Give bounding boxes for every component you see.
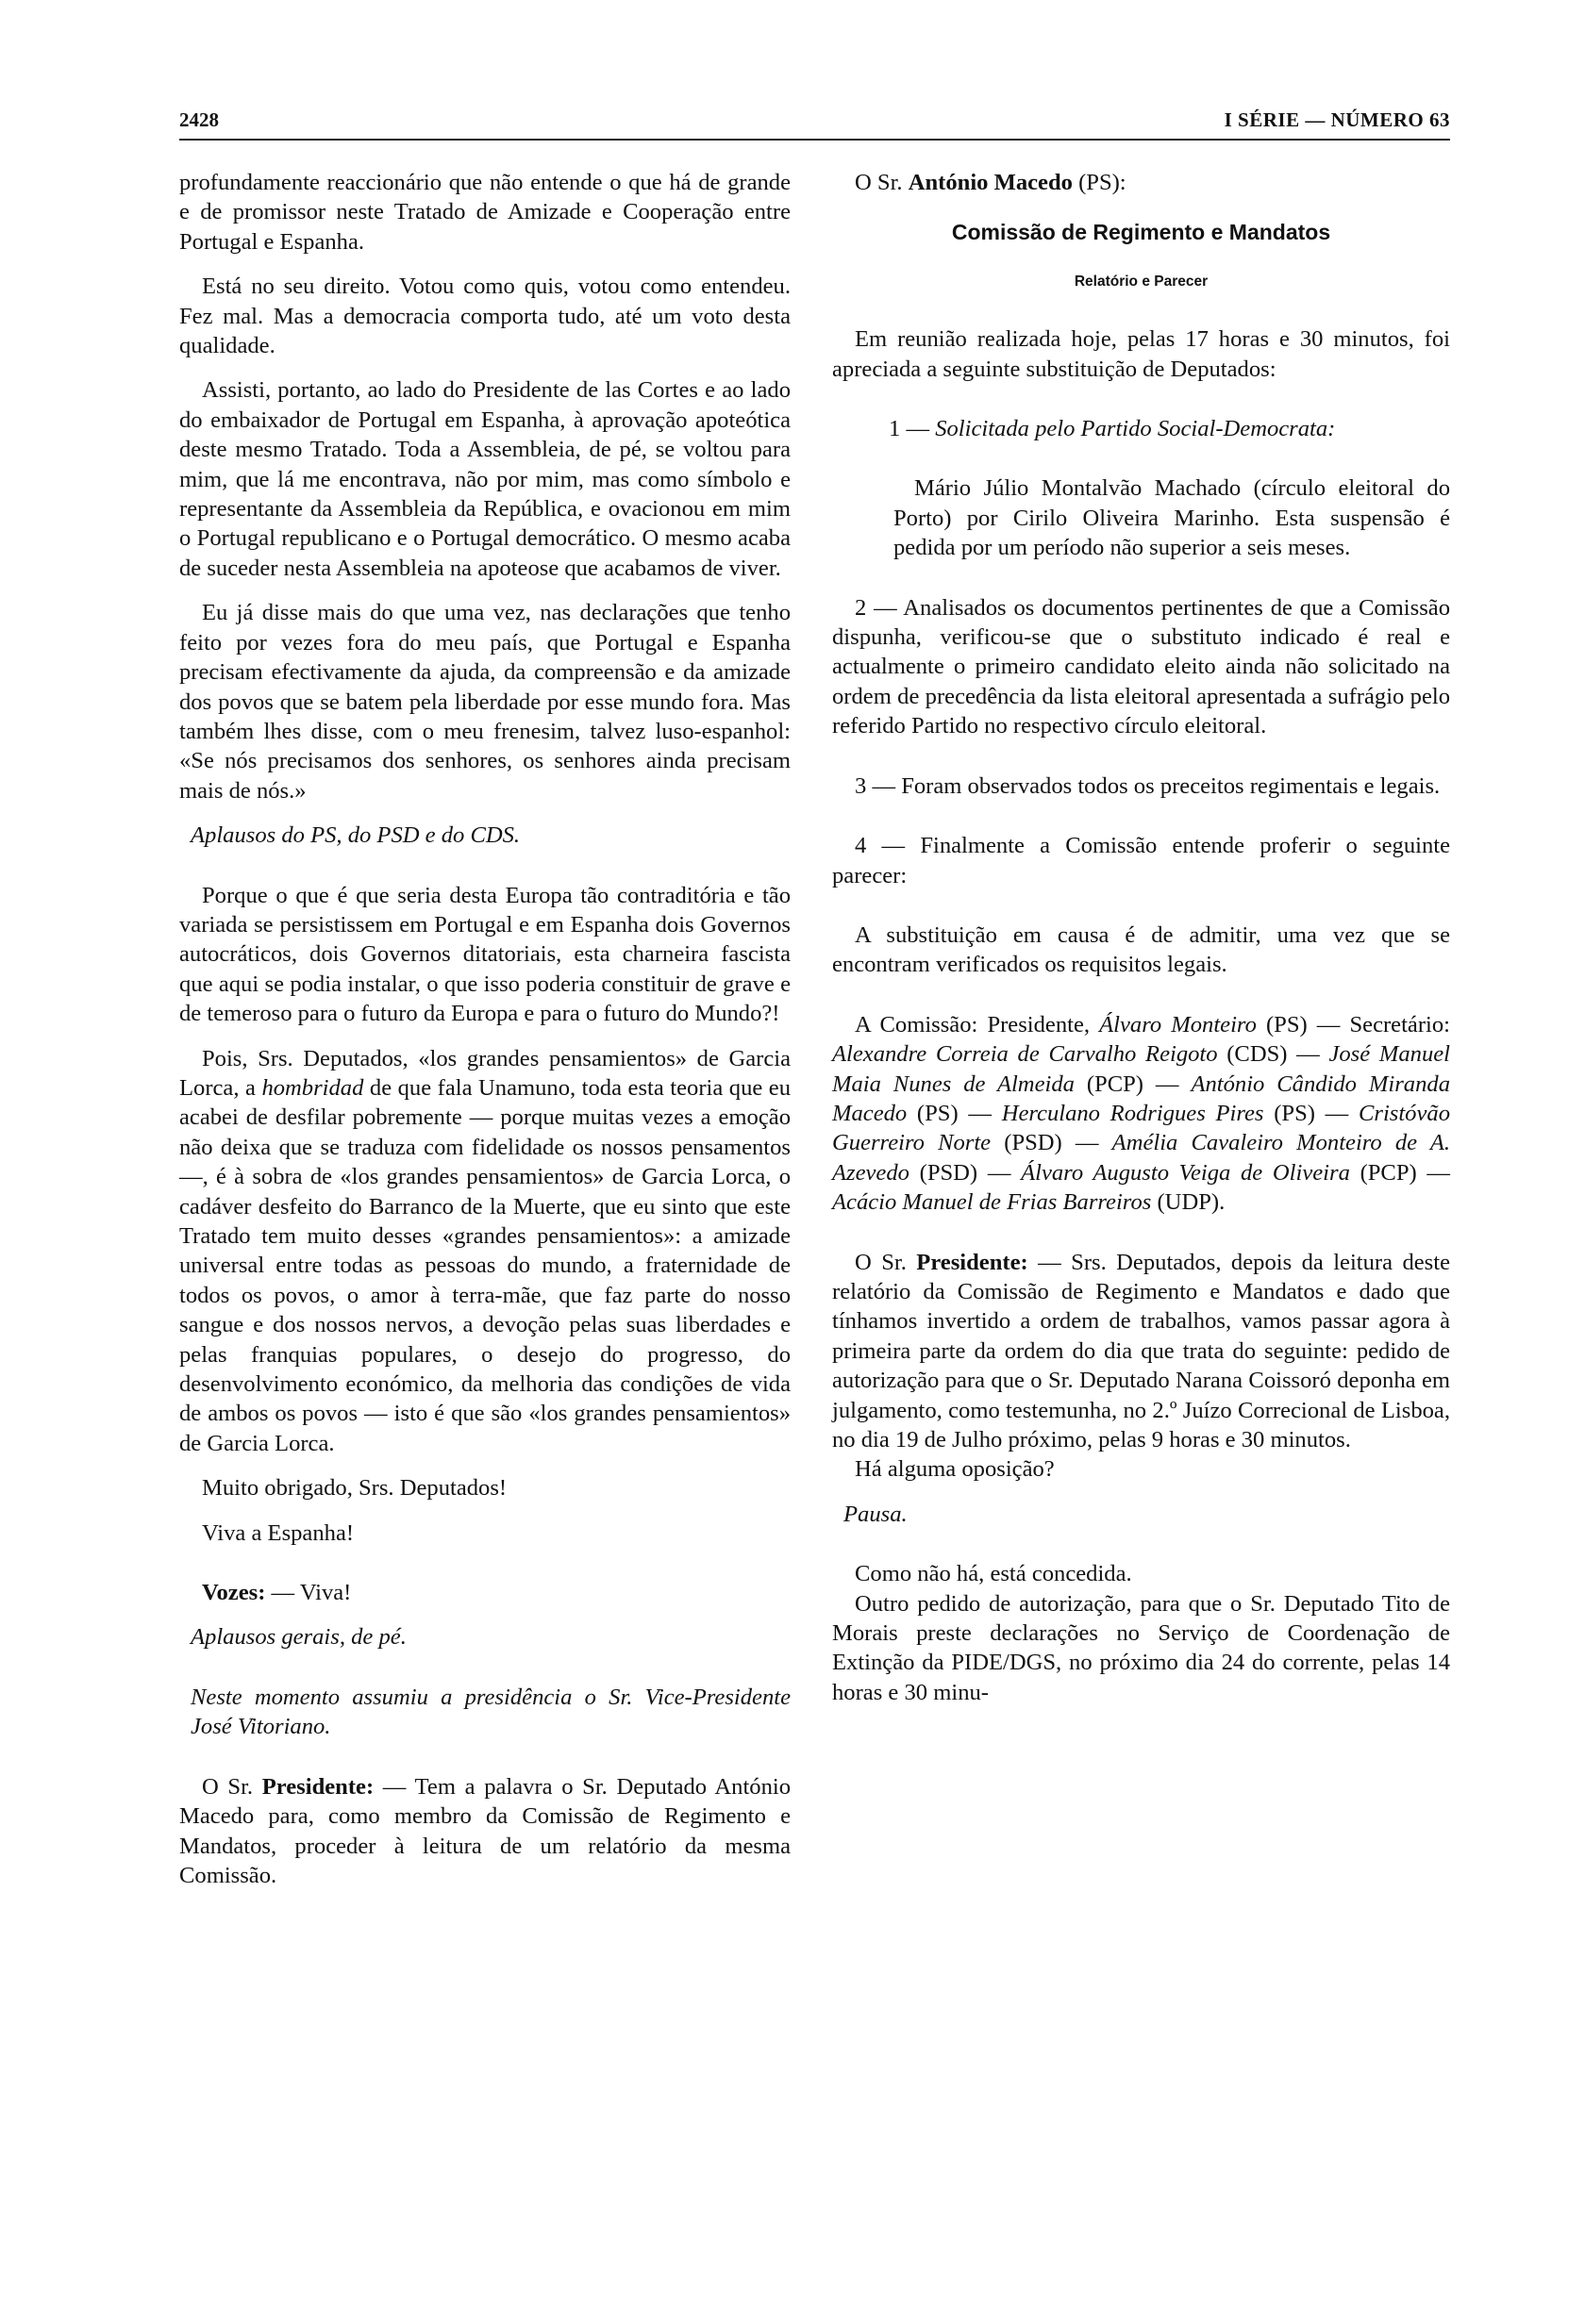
member-name: Cristóvão Guerreiro Norte	[832, 1100, 1450, 1156]
voices-line	[179, 1578, 791, 1607]
member-name: António Cândido Miranda Macedo	[832, 1071, 1450, 1126]
item-text: Solicitada pelo Partido Social-Democrata:	[935, 416, 1336, 442]
commission-members	[832, 1010, 1450, 1218]
text-run: Pois, Srs. Deputados, «los grandes pensamientos» de Garcia Lorca, a	[179, 1045, 791, 1101]
text-run: — Srs. Deputados, depois da leitura deste relatório da Comissão de Regimento e Mandatos e dado que tínhamos invertido a ordem de trabalhos, vamos passar agora à primeira parte da ordem do dia que trata do seguinte: pedido de autorização para que o Sr. Deputado Narana Coissoró deponha em julgamento, como testemunha, no 2.º Juízo Correcional de Lisboa, no dia 19 de Julho próximo, pelas 9 horas e 30 minutos.	[832, 1249, 1451, 1452]
page-header	[179, 107, 1450, 141]
member-name: José Manuel Maia Nunes de Almeida	[832, 1041, 1450, 1097]
paragraph: Outro pedido de autorização, para que o Sr. Deputado Tito de Morais preste declarações no Serviço de Coordenação de Extinção da PIDE/DGS, no próximo dia 24 do corrente, pelas 14 horas e 30 minu-	[832, 1590, 1450, 1705]
member-name: Acácio Manuel de Frias Barreiros	[832, 1189, 1152, 1216]
series-number: I SÉRIE — NÚMERO 63	[1224, 108, 1450, 131]
text-run: — Tem a palavra o Sr. Deputado António Macedo para, como membro da Comissão de Regimento e Mandatos, proceder à leitura de um relatório da mesma Comissão.	[179, 1773, 792, 1888]
member-text: (PS) — Secretário:	[1256, 1011, 1450, 1038]
member-text: (PCP) —	[1074, 1071, 1192, 1097]
report-subtitle: Relatório e Parecer	[1074, 273, 1209, 290]
speaker-label: Presidente:	[916, 1249, 1028, 1275]
member-text: (PSD) —	[909, 1159, 1022, 1186]
paragraph: Assisti, portanto, ao lado do Presidente de las Cortes e ao lado do embaixador de Portugal em Espanha, à aprovação apoteótica deste mesmo Tratado. Toda a Assembleia, de pé, se voltou para mim, que lá me encontrava, não por mim, mas como símbolo e representante da Assembleia da República, e ovacionou em mim o Portugal republicano e o Portugal democrático. O mesmo acaba de suceder nesta Assembleia na apoteose que acabamos de viver.	[179, 377, 791, 581]
member-text: A Comissão: Presidente,	[855, 1011, 1100, 1038]
paragraph: Porque o que é que seria desta Europa tão contraditória e tão variada se persistissem em Portugal e em Espanha dois Governos autocráticos, dois Governos ditatoriais, esta charneira fascista que aqui se podia instalar, o que isso poderia constituir de grave e de temeroso para o futuro da Europa e para o futuro do Mundo?!	[179, 882, 791, 1027]
presidency-note: Neste momento assumiu a presidência o Sr. Vice-Presidente José Vitoriano.	[191, 1684, 791, 1740]
speaker-label: Vozes:	[202, 1580, 266, 1606]
member-name: Álvaro Monteiro	[1099, 1011, 1257, 1038]
member-text: (PCP) —	[1349, 1159, 1450, 1186]
text-run: — Viva!	[265, 1580, 352, 1606]
paragraph: Há alguma oposição?	[855, 1456, 1055, 1483]
emphasis: hombridad	[261, 1074, 364, 1101]
stage-direction: Pausa.	[843, 1501, 908, 1527]
list-item: 4 — Finalmente a Comissão entende proferir o seguinte parecer:	[832, 833, 1450, 888]
speaker-name: António Macedo	[908, 170, 1073, 195]
commission-title: Comissão de Regimento e Mandatos	[951, 220, 1331, 245]
paragraph	[179, 1044, 791, 1459]
speaker-label: Presidente:	[261, 1773, 375, 1800]
left-column	[179, 168, 791, 1890]
member-name: Amélia Cavaleiro Monteiro de A. Azevedo	[832, 1130, 1450, 1186]
member-name: Álvaro Augusto Veiga de Oliveira	[1021, 1159, 1350, 1186]
text-run: O Sr.	[855, 1249, 917, 1275]
text-run: de que fala Unamuno, toda esta teoria que eu acabei de desfilar pobremente — porque muitas vezes a emoção não deixa que se traduza com fidelidade os nossos pensamentos —, é à sobra de «los grandes pensamientos» de Garcia Lorca, o cadáver desfeito do Barranco de la Muerte, que eu sinto que este Tratado tem muito desses «grandes pensamientos»: a amizade universal entre todas as pessoas do mundo, a fraternidade de todos os povos, o amor à terra-mãe, que faz parte do nosso sangue e dos nossos nervos, a devoção pelas suas liberdades e pelas franquias populares, o desejo do progresso, do desenvolvimento económico, da melhoria das condições de vida de ambos os povos — isto é que são «los grandes pensamientos» de Garcia Lorca.	[179, 1074, 792, 1456]
paragraph: profundamente reaccionário que não entende o que há de grande e de promissor neste Tratado de Amizade e Cooperação entre Portugal e Espanha.	[179, 170, 791, 255]
list-item: 2 — Analisados os documentos pertinentes de que a Comissão dispunha, verificou-se que o substituto indicado é real e actualmente o primeiro candidato eleito ainda não solicitado na ordem de precedência da lista eleitoral apresentada a sufrágio pelo referido Partido no respectivo círculo eleitoral.	[832, 594, 1450, 739]
speaker-line	[832, 168, 1450, 197]
paragraph: Muito obrigado, Srs. Deputados!	[202, 1475, 508, 1502]
paragraph: Em reunião realizada hoje, pelas 17 horas e 30 minutos, foi apreciada a seguinte substituição de Deputados:	[832, 326, 1450, 382]
president-speech	[179, 1772, 791, 1891]
opinion: A substituição em causa é de admitir, uma vez que se encontram verificados os requisitos legais.	[832, 921, 1450, 978]
paragraph: Está no seu direito. Votou como quis, votou como entendeu. Fez mal. Mas a democracia comporta tudo, até um voto desta qualidade.	[179, 274, 791, 359]
member-name: Herculano Rodrigues Pires	[1001, 1100, 1264, 1126]
list-item	[832, 414, 1450, 443]
stage-direction: Aplausos gerais, de pé.	[191, 1624, 407, 1651]
text-run: O Sr.	[855, 170, 909, 195]
member-text: (PS) —	[1263, 1100, 1359, 1126]
paragraph: Como não há, está concedida.	[855, 1561, 1132, 1587]
text-run: O Sr.	[202, 1773, 262, 1800]
substitution-detail: Mário Júlio Montalvão Machado (círculo eleitoral do Porto) por Cirilo Oliveira Marinho. Esta suspensão é pedida por um período não superior a seis meses.	[893, 475, 1450, 561]
member-text: (PS) —	[907, 1100, 1002, 1126]
member-text: (CDS) —	[1217, 1041, 1329, 1068]
stage-direction: Aplausos do PS, do PSD e do CDS.	[191, 822, 521, 849]
item-number: 1 —	[889, 416, 936, 442]
paragraph: Viva a Espanha!	[202, 1519, 355, 1546]
paragraph: Eu já disse mais do que uma vez, nas declarações que tenho feito por vezes fora do meu país, que Portugal e Espanha precisam efectivamente da ajuda, da compreensão e da amizade dos povos que se batem pela liberdade por esse mundo fora. Mas também lhes disse, com o meu frenesim, talvez luso-espanhol: «Se nós precisamos dos senhores, os senhores ainda precisam mais de nós.»	[179, 600, 791, 804]
member-name: Alexandre Correia de Carvalho Reigoto	[832, 1041, 1218, 1068]
page-number: 2428	[179, 108, 219, 131]
president-speech	[832, 1248, 1450, 1455]
right-column	[832, 168, 1450, 1707]
member-text: (UDP).	[1151, 1189, 1226, 1216]
list-item: 3 — Foram observados todos os preceitos regimentais e legais.	[855, 772, 1441, 799]
text-run: (PS):	[1072, 170, 1126, 195]
member-text: (PSD) —	[991, 1130, 1112, 1156]
